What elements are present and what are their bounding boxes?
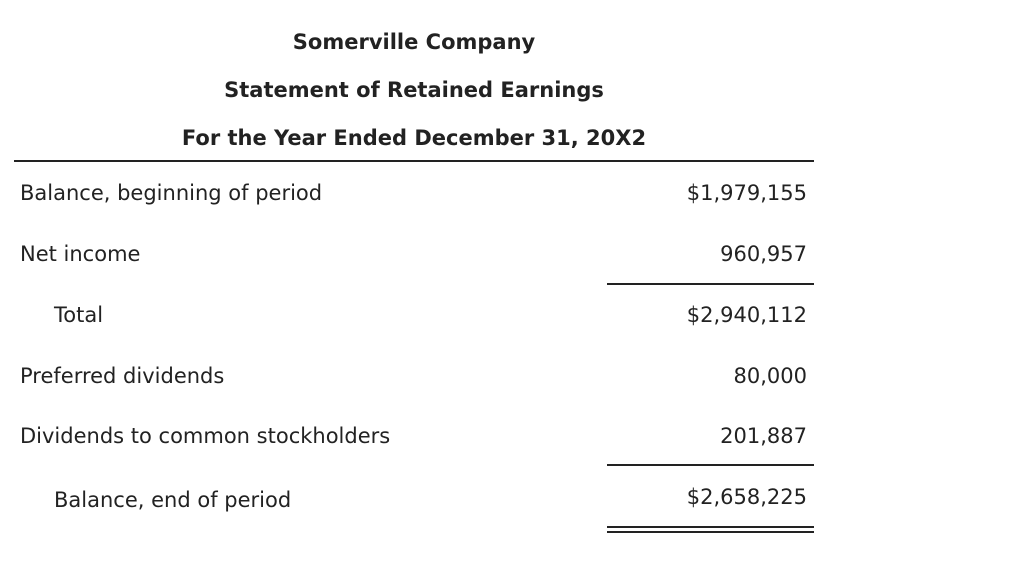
final-double-rule (607, 526, 814, 533)
row-amount-preferred-dividends: 80,000 (733, 364, 807, 388)
row-amount-beginning-balance: $1,979,155 (686, 181, 807, 205)
company-name: Somerville Company (292, 30, 536, 54)
row-label-common-dividends: Dividends to common stockholders (20, 424, 391, 448)
row-label-ending-balance: Balance, end of period (54, 488, 292, 512)
row-label-total: Total (54, 303, 104, 327)
subtotal-rule (607, 283, 814, 285)
row-amount-net-income: 960,957 (720, 242, 807, 266)
statement-period: For the Year Ended December 31, 20X2 (181, 126, 647, 150)
header-rule (14, 160, 814, 162)
row-amount-ending-balance: $2,658,225 (686, 485, 807, 509)
row-label-beginning-balance: Balance, beginning of period (20, 181, 323, 205)
row-amount-total: $2,940,112 (686, 303, 807, 327)
row-amount-common-dividends: 201,887 (720, 424, 807, 448)
statement-title: Statement of Retained Earnings (224, 78, 604, 102)
row-label-preferred-dividends: Preferred dividends (20, 364, 225, 388)
dividends-rule (607, 464, 814, 466)
row-label-net-income: Net income (20, 242, 141, 266)
